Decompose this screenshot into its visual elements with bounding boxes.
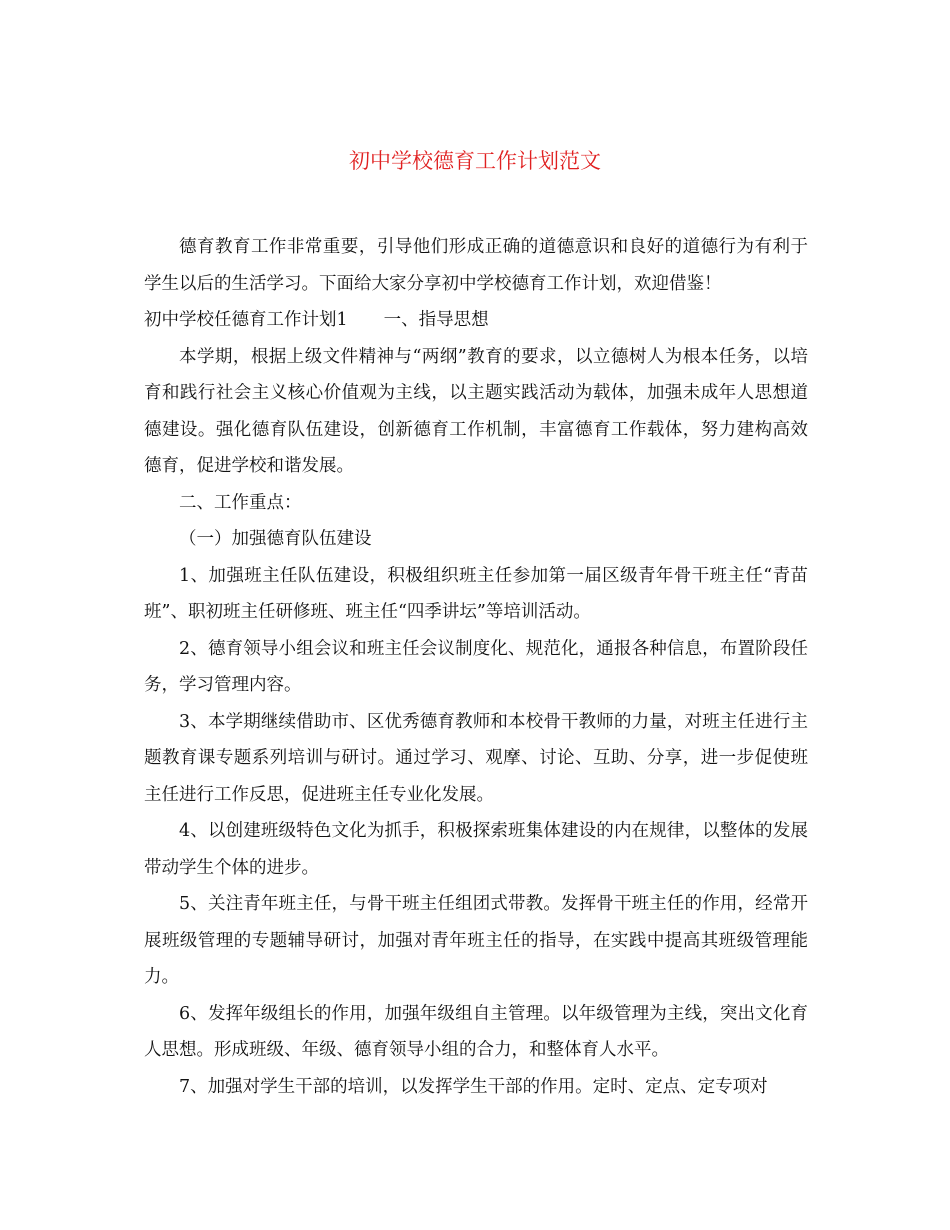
list-item: 4、以创建班级特色文化为抓手，积极探索班集体建设的内在规律，以整体的发展带动学生个体的进步。 <box>144 821 808 878</box>
section-heading-work-focus: 二、工作重点： <box>179 492 302 513</box>
subsection-heading-team: （一）加强德育队伍建设 <box>179 529 372 549</box>
list-item: 7、加强对学生干部的培训，以发挥学生干部的作用。定时、定点、定专项对 <box>179 1076 768 1097</box>
list-item: 1、加强班主任队伍建设，积极组织班主任参加第一届区级青年骨干班主任“青苗班”、职初班主任研修班、班主任“四季讲坛”等培训活动。 <box>144 565 808 622</box>
list-item: 5、关注青年班主任，与骨干班主任组团式带教。发挥骨干班主任的作用，经常开展班级管理的专题辅导研讨，加强对青年班主任的指导，在实践中提高其班级管理能力。 <box>144 894 808 987</box>
section-heading-guiding-thought: 一、指导思想 <box>383 310 489 330</box>
list-item: 3、本学期继续借助市、区优秀德育教师和本校骨干教师的力量，对班主任进行主题教育课专题系列培训与研讨。通过学习、观摩、讨论、互助、分享，进一步促使班主任进行工作反思，促进班主任专业化发展。 <box>144 711 808 805</box>
section-line <box>144 302 808 339</box>
intro-paragraph: 德育教育工作非常重要，引导他们形成正确的道德意识和良好的道德行为有利于学生以后的生活学习。下面给大家分享初中学校德育工作计划，欢迎借鉴！ <box>144 237 808 294</box>
list-item: 2、德育领导小组会议和班主任会议制度化、规范化，通报各种信息，布置阶段任务，学习管理内容。 <box>144 638 808 695</box>
guiding-thought-paragraph: 本学期，根据上级文件精神与“两纲”教育的要求，以立德树人为根本任务，以培育和践行社会主义核心价值观为主线，以主题实践活动为载体，加强未成年人思想道德建设。强化德育队伍建设，创新德育工作机制，丰富德育工作载体，努力建构高效德育，促进学校和谐发展。 <box>144 346 808 476</box>
document-title: 初中学校德育工作计划范文 <box>349 149 601 173</box>
list-item: 6、发挥年级组长的作用，加强年级组自主管理。以年级管理为主线，突出文化育人思想。形成班级、年级、德育领导小组的合力，和整体育人水平。 <box>144 1003 808 1060</box>
plan-label: 初中学校任德育工作计划1 <box>144 310 348 330</box>
document-body <box>144 229 808 1105</box>
